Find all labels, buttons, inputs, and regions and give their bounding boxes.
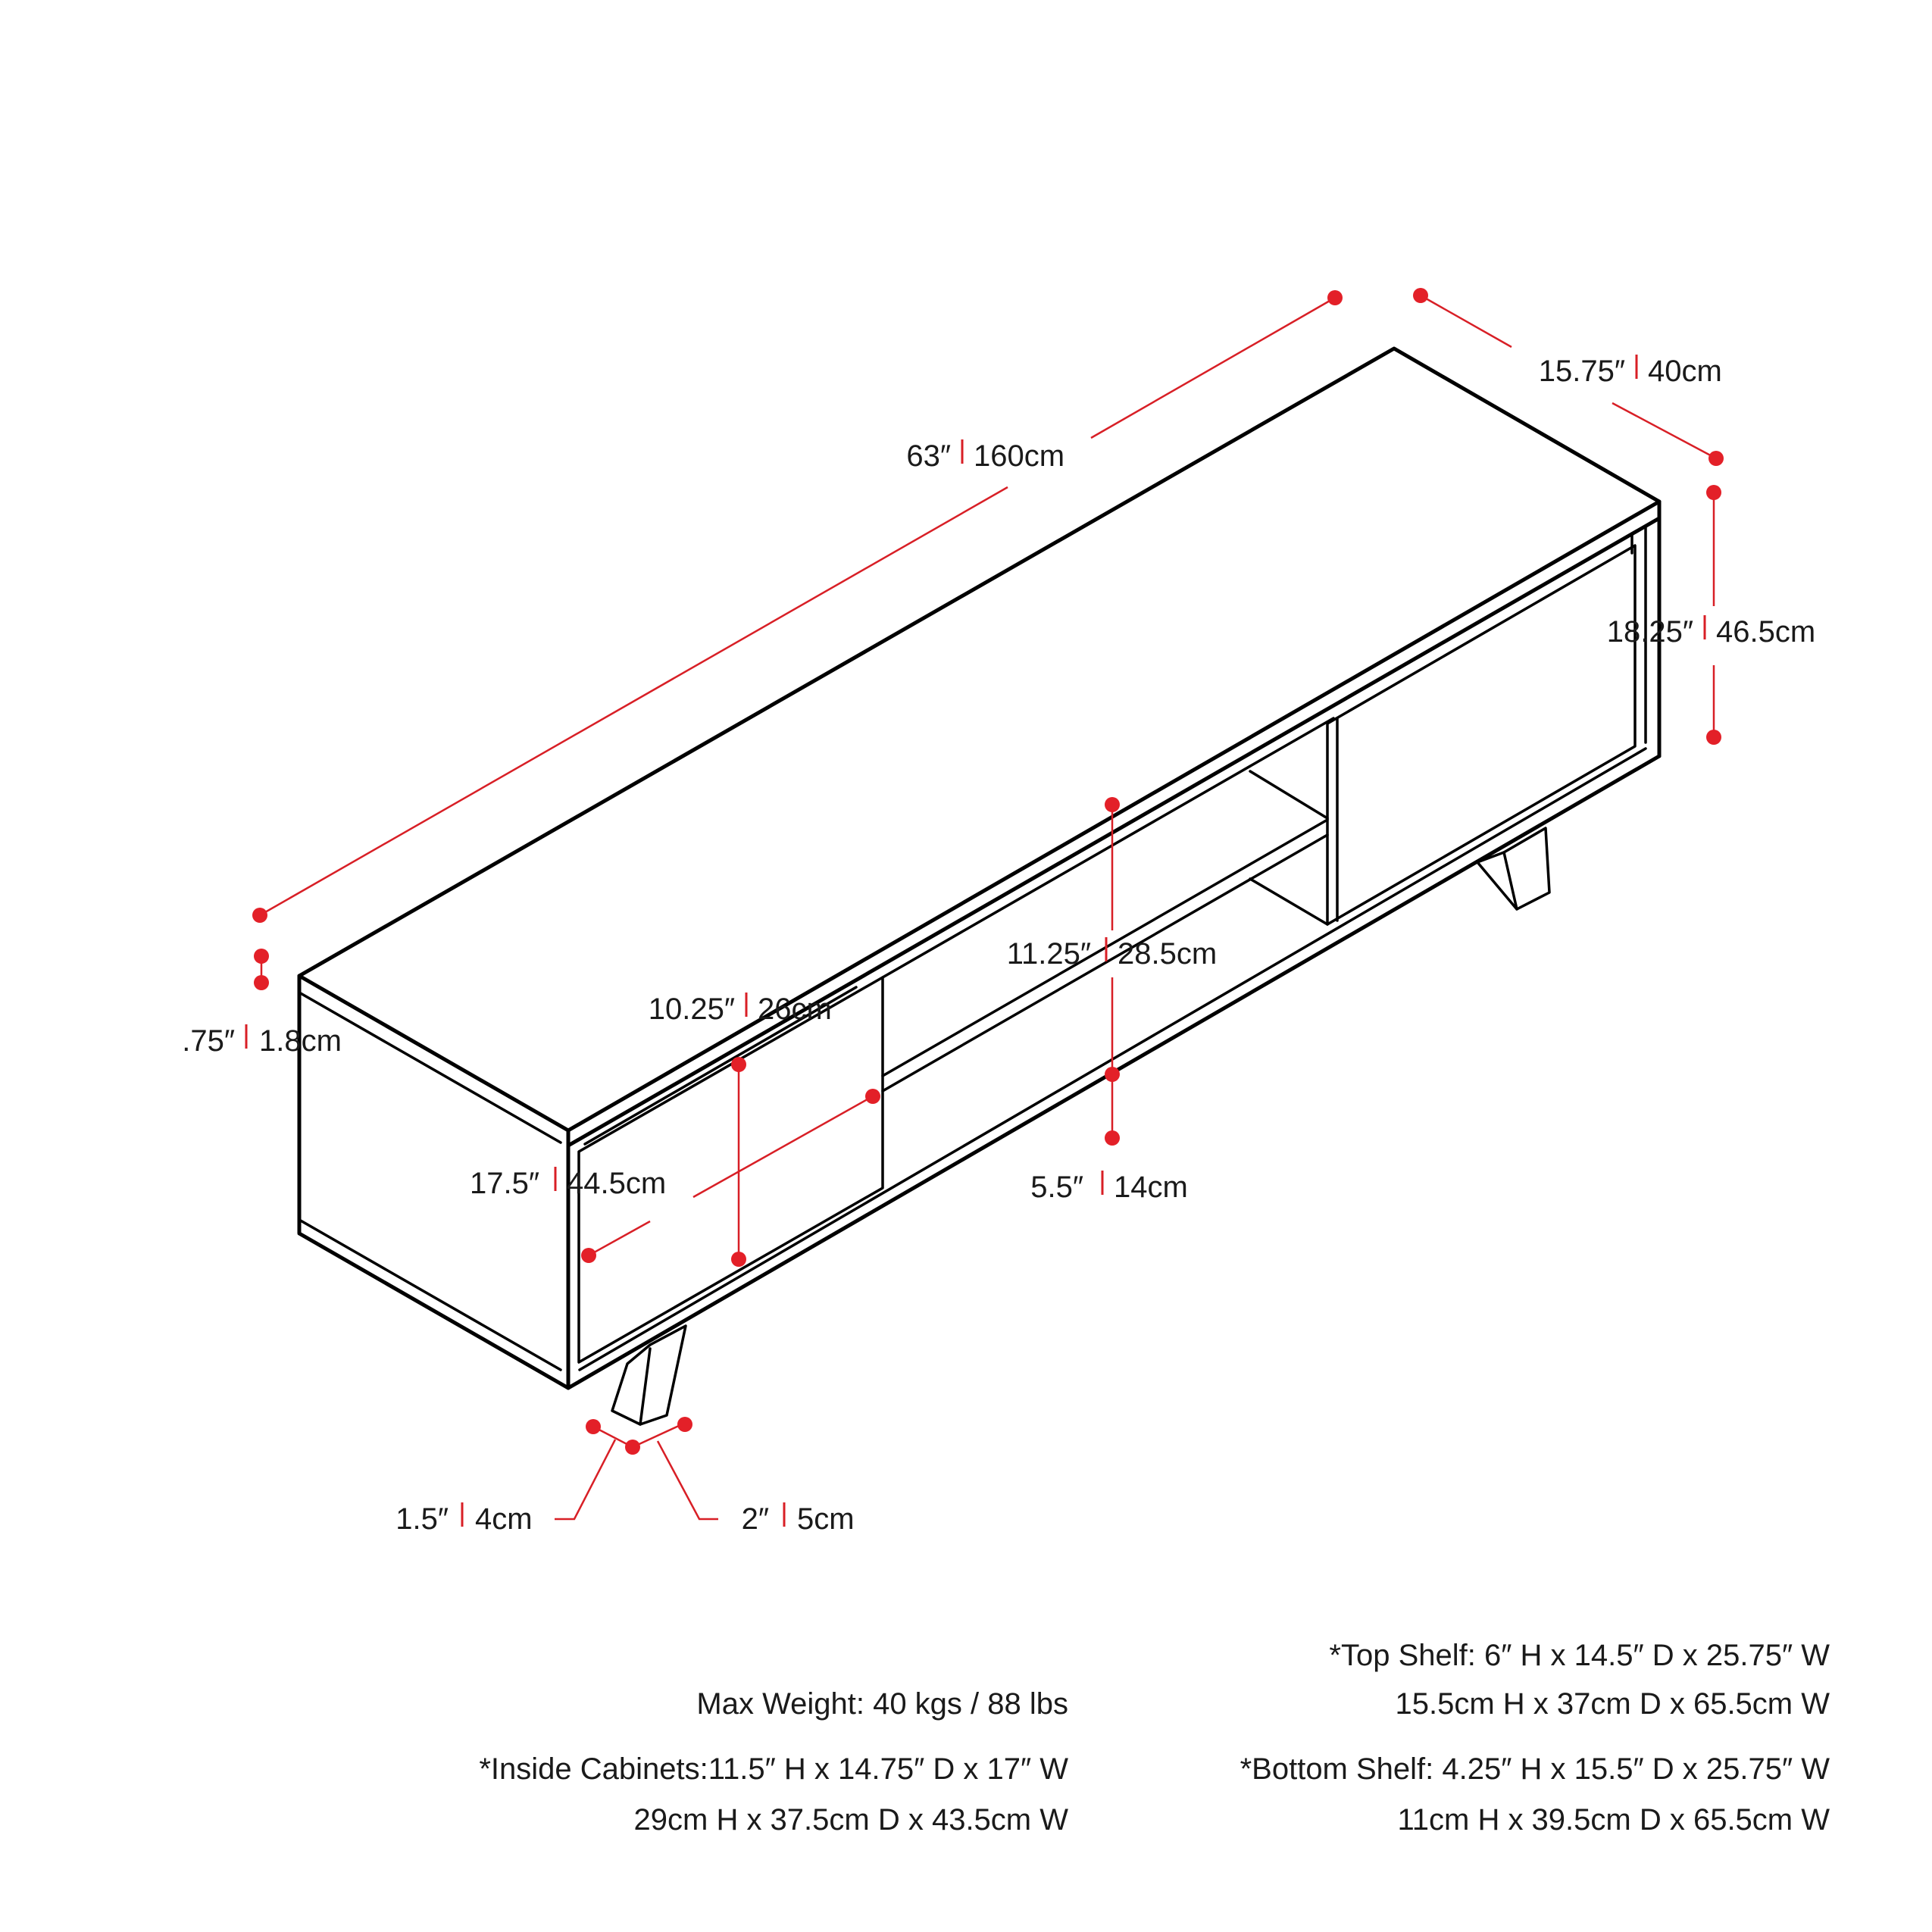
cabinet-width-left-dot xyxy=(581,1248,596,1263)
shelf-height-imperial: 11.25″ xyxy=(1006,937,1091,971)
leg-height-label xyxy=(1030,1171,1188,1204)
height-metric: 46.5cm xyxy=(1716,615,1816,649)
shelf-height-label xyxy=(1007,937,1217,971)
leg-height-bottom-dot xyxy=(1105,1130,1120,1146)
leg-height-imperial: 5.5″ xyxy=(1030,1171,1083,1204)
dimension-labels xyxy=(182,355,1815,1536)
leg-width-b-label xyxy=(742,1502,855,1536)
top-shelf-metric: 15.5cm H x 37cm D x 65.5cm W xyxy=(1395,1687,1830,1721)
height-bottom-dot xyxy=(1706,730,1721,745)
thickness-bottom-dot xyxy=(254,975,269,990)
cabinet-width-right-dot xyxy=(865,1089,880,1104)
thickness-top-dot xyxy=(254,949,269,964)
thickness-imperial: .75″ xyxy=(182,1024,235,1058)
inside-cabinets-metric: 29cm H x 37.5cm D x 43.5cm W xyxy=(633,1803,1068,1837)
depth-imperial: 15.75″ xyxy=(1538,355,1625,388)
width-imperial: 63″ xyxy=(906,439,951,473)
cabinet-width-imperial: 17.5″ xyxy=(469,1167,539,1200)
max-weight: Max Weight: 40 kgs / 88 lbs xyxy=(696,1687,1068,1721)
tabletop-front-edge xyxy=(568,502,1659,1146)
depth-end-dot xyxy=(1708,451,1724,466)
leg-width-a-label xyxy=(395,1502,532,1536)
specifications xyxy=(479,1639,1830,1837)
leg-width-a-imperial: 1.5″ xyxy=(395,1502,449,1536)
leg-width-a-metric: 4cm xyxy=(475,1502,533,1536)
top-thickness-label xyxy=(182,1024,342,1058)
leg-b-dot xyxy=(677,1417,692,1432)
width-metric: 160cm xyxy=(974,439,1065,473)
depth-metric: 40cm xyxy=(1648,355,1722,388)
cabinet-width-label xyxy=(470,1167,666,1200)
cabinet-width-metric: 44.5cm xyxy=(567,1167,667,1200)
width-end-dot xyxy=(1327,290,1343,305)
leg-width-b-imperial: 2″ xyxy=(741,1502,769,1536)
thickness-metric: 1.8cm xyxy=(259,1024,342,1058)
bottom-shelf-imperial: *Bottom Shelf: 4.25″ H x 15.5″ D x 25.75″ W xyxy=(1240,1752,1830,1786)
leg-width-b-metric: 5cm xyxy=(797,1502,855,1536)
top-shelf-imperial: *Top Shelf: 6″ H x 14.5″ D x 25.75″ W xyxy=(1329,1639,1830,1672)
tv-stand-drawing xyxy=(299,349,1659,1424)
cabinet-height-top-dot xyxy=(731,1057,746,1072)
shelf-height-top-dot xyxy=(1105,797,1120,812)
width-start-dot xyxy=(252,908,267,923)
height-imperial: 18.25″ xyxy=(1606,615,1693,649)
cabinet-height-imperial: 10.25″ xyxy=(648,993,735,1026)
leg-mid-dot xyxy=(625,1440,640,1455)
inside-cabinets-imperial: *Inside Cabinets:11.5″ H x 14.75″ D x 17″ W xyxy=(479,1752,1068,1786)
leg-a-dot xyxy=(586,1419,601,1434)
height-top-dot xyxy=(1706,485,1721,500)
leg-height-metric: 14cm xyxy=(1114,1171,1188,1204)
depth-label xyxy=(1539,355,1722,388)
width-label xyxy=(906,439,1064,473)
cabinet-height-label xyxy=(649,993,832,1026)
height-label xyxy=(1607,615,1815,649)
depth-start-dot xyxy=(1413,288,1428,303)
cabinet-height-metric: 26cm xyxy=(758,993,832,1026)
shelf-height-bottom-dot xyxy=(1105,1067,1120,1082)
cabinet-height-bottom-dot xyxy=(731,1252,746,1267)
bottom-shelf-metric: 11cm H x 39.5cm D x 65.5cm W xyxy=(1397,1803,1830,1837)
shelf-height-metric: 28.5cm xyxy=(1118,937,1218,971)
